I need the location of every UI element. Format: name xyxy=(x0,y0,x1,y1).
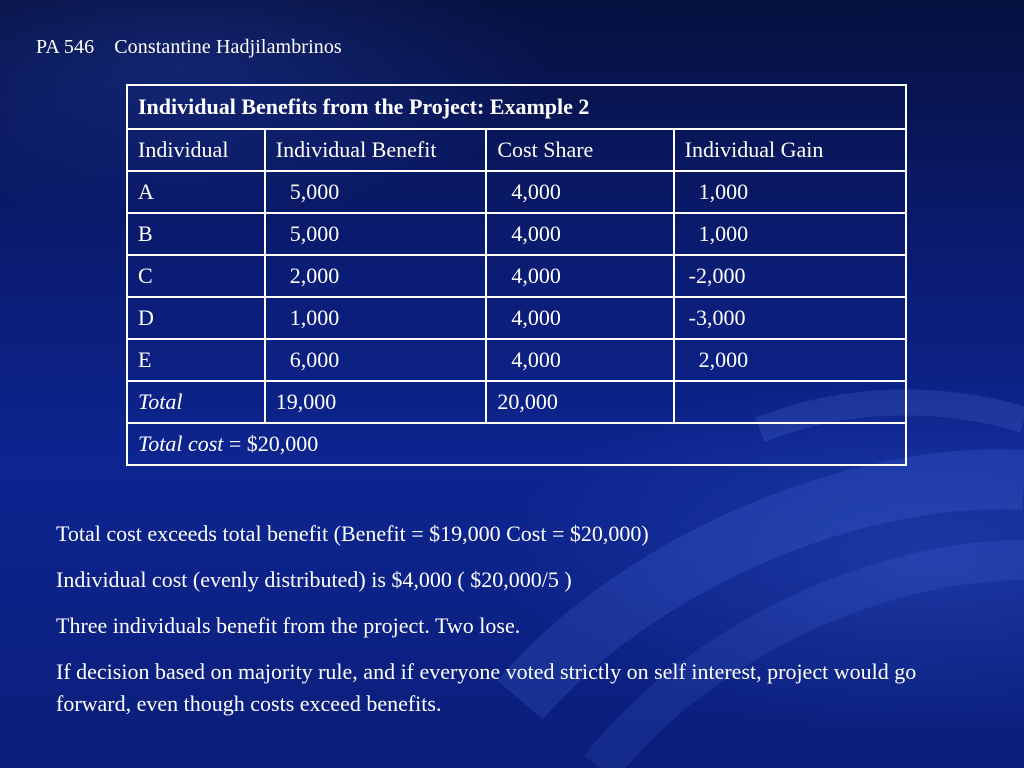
table-row xyxy=(127,297,906,339)
table-title-row xyxy=(127,85,906,129)
table-row xyxy=(127,339,906,381)
benefit-cell: 5,000 xyxy=(265,171,487,213)
table-header-row xyxy=(127,129,906,171)
total-cost-row xyxy=(127,423,906,465)
table-row xyxy=(127,171,906,213)
benefits-table xyxy=(126,84,907,466)
total-cost-value: = $20,000 xyxy=(228,431,319,456)
gain-cell: 2,000 xyxy=(674,339,906,381)
column-header: Individual Gain xyxy=(674,129,906,171)
table-row xyxy=(127,255,906,297)
individual-cell: D xyxy=(127,297,265,339)
column-header: Individual Benefit xyxy=(265,129,487,171)
note-item: If decision based on majority rule, and if everyone voted strictly on self interest, project would go forward, even though costs exceed benefits. xyxy=(56,659,917,716)
slide-header xyxy=(36,36,342,59)
total-cost-share: 20,000 xyxy=(486,381,673,423)
gain-cell: -2,000 xyxy=(674,255,906,297)
note-item: Individual cost (evenly distributed) is $4,000 ( $20,000/5 ) xyxy=(56,567,572,592)
course-code: PA 546 xyxy=(36,36,95,58)
total-benefit: 19,000 xyxy=(265,381,487,423)
column-header: Individual xyxy=(127,129,265,171)
total-label: Total xyxy=(127,381,265,423)
column-header: Cost Share xyxy=(486,129,673,171)
benefit-cell: 6,000 xyxy=(265,339,487,381)
note-item: Three individuals benefit from the project. Two lose. xyxy=(56,613,521,638)
total-gain xyxy=(674,381,906,423)
individual-cell: C xyxy=(127,255,265,297)
cost-share-cell: 4,000 xyxy=(486,297,673,339)
notes-list xyxy=(56,518,976,738)
benefit-cell: 2,000 xyxy=(265,255,487,297)
note-item: Total cost exceeds total benefit (Benefit = $19,000 Cost = $20,000) xyxy=(56,521,649,546)
cost-share-cell: 4,000 xyxy=(486,171,673,213)
individual-cell: A xyxy=(127,171,265,213)
individual-cell: E xyxy=(127,339,265,381)
table-title: Individual Benefits from the Project: Example 2 xyxy=(127,85,906,129)
author-name: Constantine Hadjilambrinos xyxy=(114,36,342,58)
gain-cell: -3,000 xyxy=(674,297,906,339)
total-cost-label: Total cost xyxy=(138,431,224,456)
total-row xyxy=(127,381,906,423)
benefit-cell: 5,000 xyxy=(265,213,487,255)
gain-cell: 1,000 xyxy=(674,171,906,213)
total-cost-cell xyxy=(127,423,906,465)
cost-share-cell: 4,000 xyxy=(486,339,673,381)
benefit-cell: 1,000 xyxy=(265,297,487,339)
cost-share-cell: 4,000 xyxy=(486,213,673,255)
individual-cell: B xyxy=(127,213,265,255)
table-row xyxy=(127,213,906,255)
cost-share-cell: 4,000 xyxy=(486,255,673,297)
gain-cell: 1,000 xyxy=(674,213,906,255)
